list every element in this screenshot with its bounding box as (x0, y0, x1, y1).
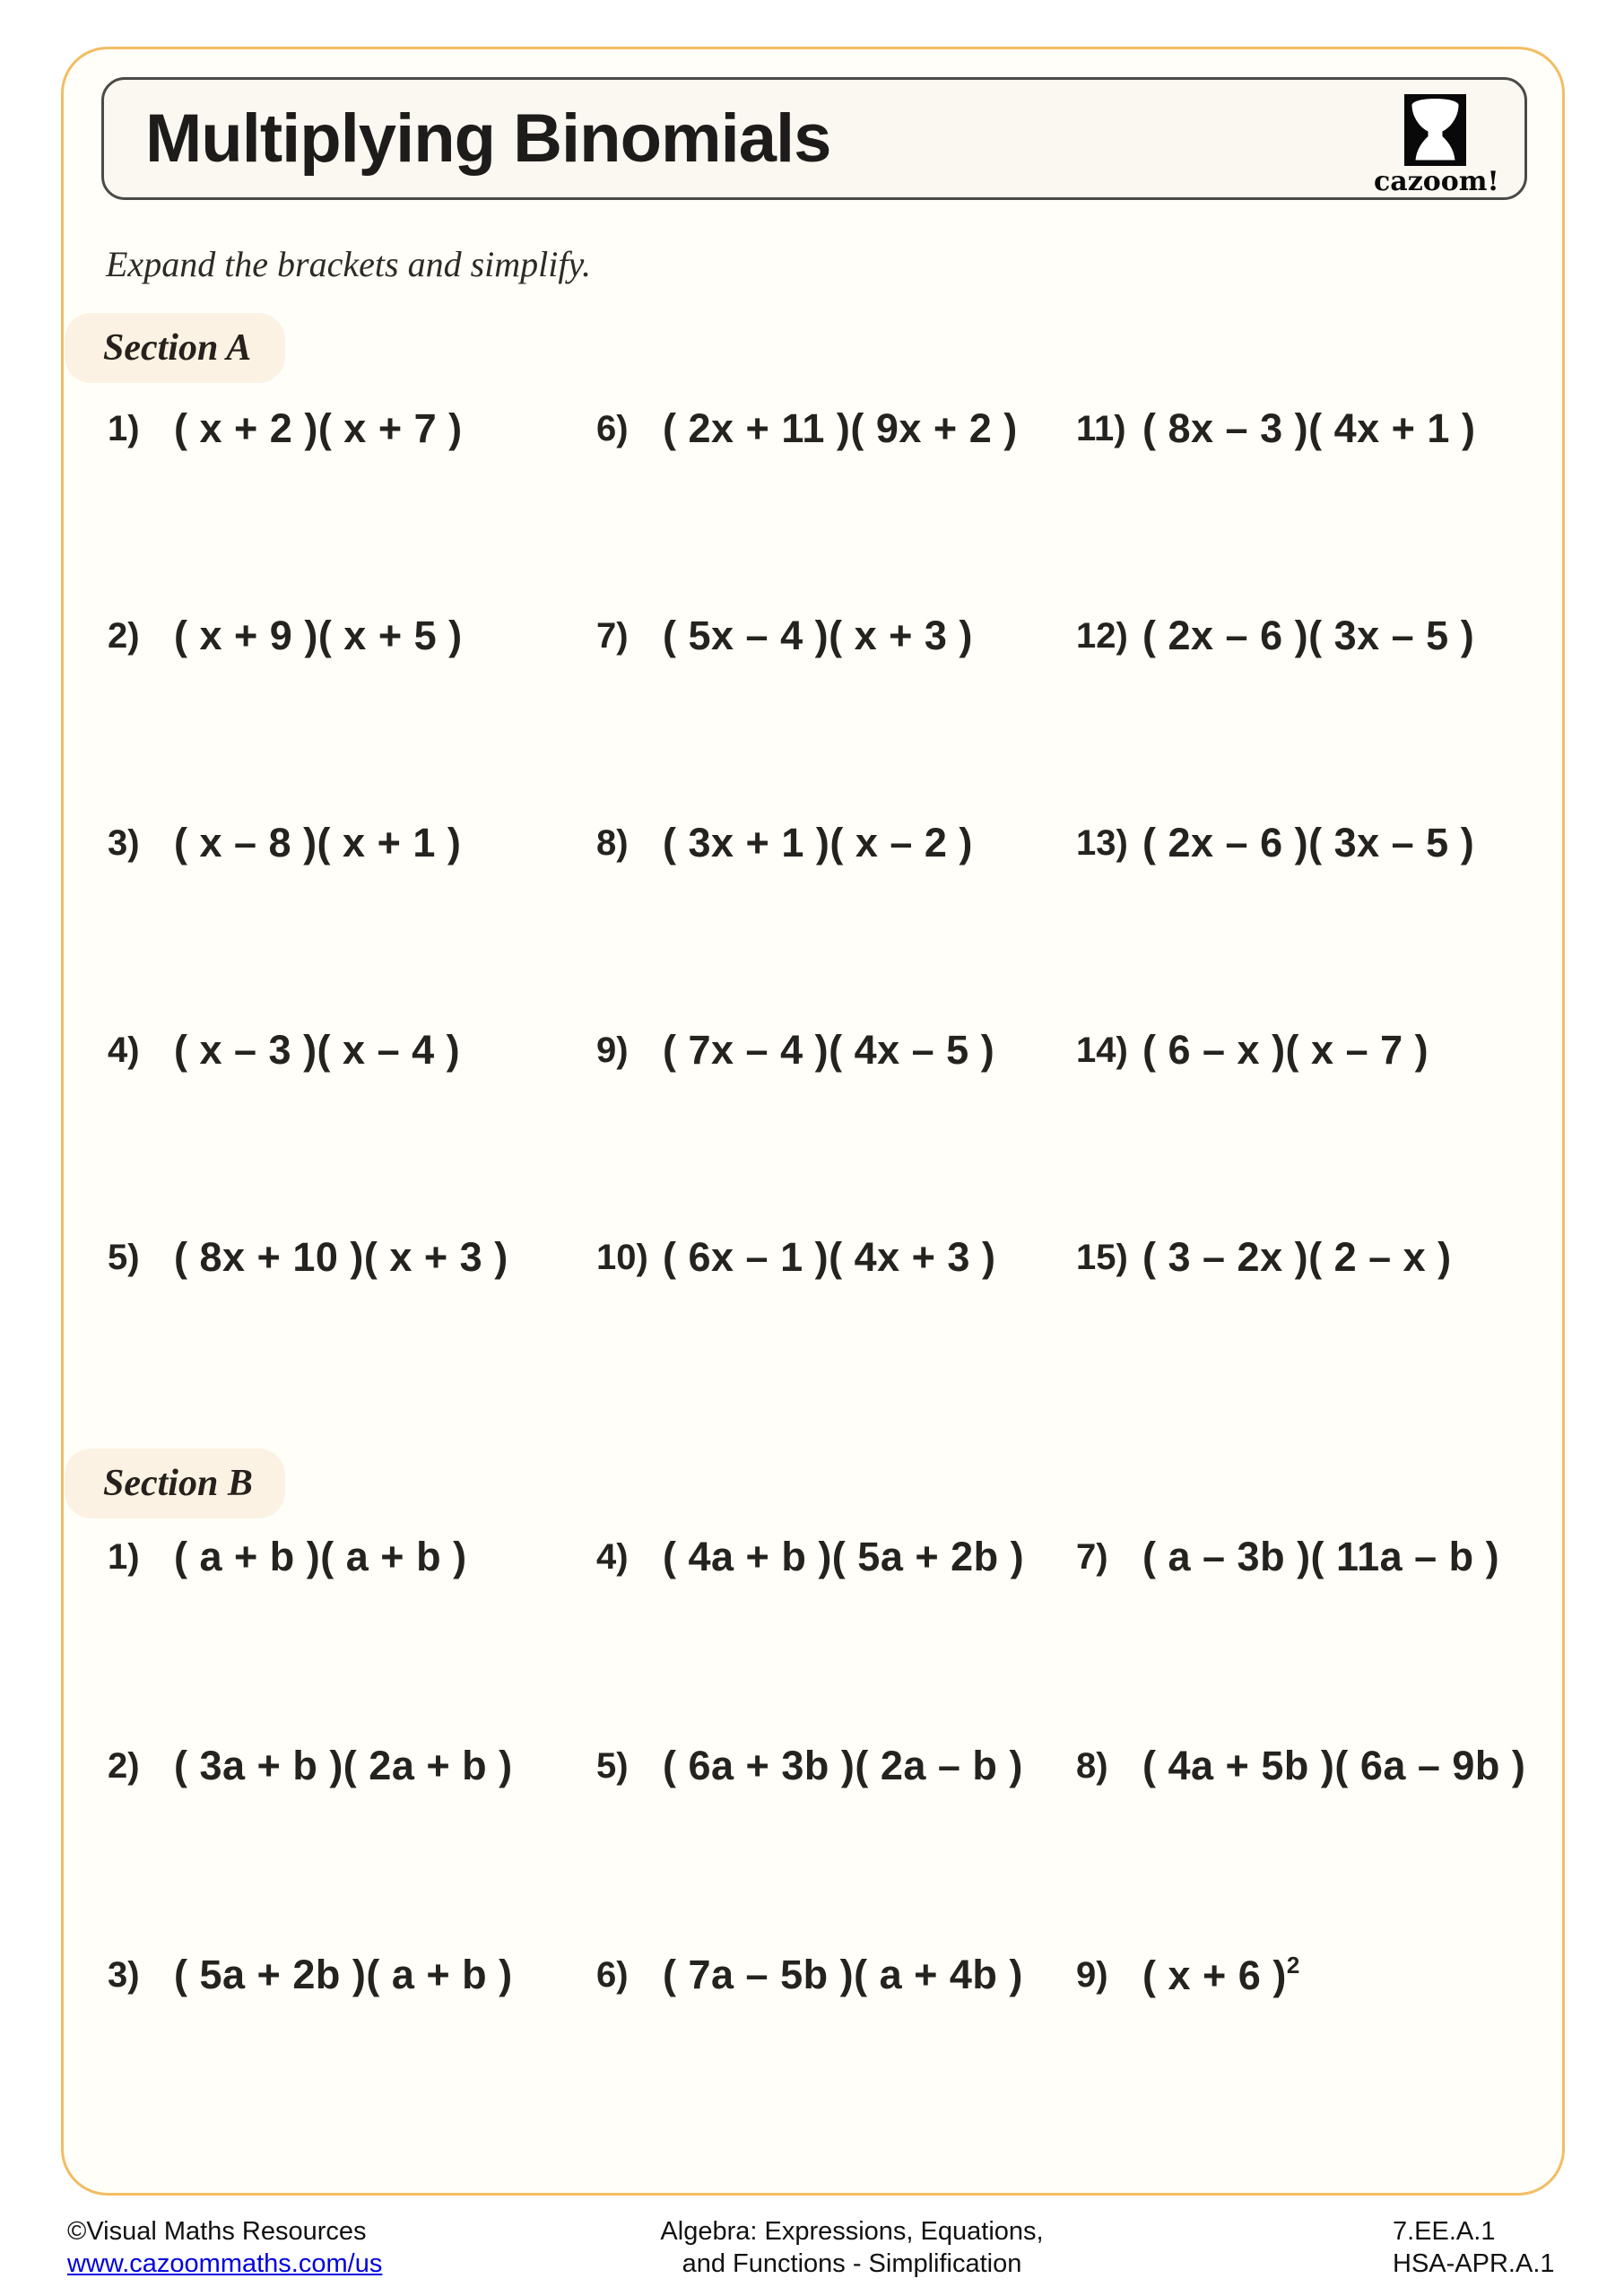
problem-expression: ( 3 – 2x )( 2 – x ) (1142, 1234, 1452, 1280)
exponent: 2 (1286, 1952, 1300, 1979)
problem-b6 (596, 1952, 1076, 2161)
problem-b2 (108, 1743, 596, 1952)
problem-expression: ( 5a + 2b )( a + b ) (174, 1952, 513, 1997)
problem-a10 (596, 1234, 1076, 1441)
problem-expression: ( a – 3b )( 11a – b ) (1142, 1534, 1500, 1579)
section-b-problems (108, 1534, 1542, 2161)
problem-a13 (1076, 820, 1542, 1027)
problem-number: 3) (108, 823, 140, 863)
standard-code-2: HSA-APR.A.1 (1393, 2249, 1555, 2278)
footer-left (67, 2215, 382, 2280)
problem-number: 7) (1076, 1537, 1108, 1577)
footer-standards (1393, 2215, 1555, 2280)
problem-b5 (596, 1743, 1076, 1952)
problem-number: 1) (108, 1537, 140, 1577)
section-a-problems (108, 405, 1542, 1441)
problem-expression: ( 8x – 3 )( 4x + 1 ) (1142, 405, 1476, 451)
djembe-drum-icon (1404, 94, 1466, 166)
problem-number: 4) (596, 1537, 629, 1577)
problem-number: 6) (596, 1955, 629, 1995)
problem-number: 15) (1076, 1238, 1128, 1277)
cazoom-logo (1374, 94, 1499, 197)
problem-a2 (108, 613, 596, 820)
problem-expression: ( 8x + 10 )( x + 3 ) (174, 1234, 508, 1280)
problem-b8 (1076, 1743, 1542, 1952)
problem-expression: ( 2x – 6 )( 3x – 5 ) (1142, 820, 1475, 865)
problem-number: 9) (596, 1031, 629, 1070)
problem-expression: ( 3a + b )( 2a + b ) (174, 1743, 513, 1788)
problem-b4 (596, 1534, 1076, 1743)
problem-b7 (1076, 1534, 1542, 1743)
problem-number: 4) (108, 1031, 140, 1070)
problem-number: 8) (1076, 1746, 1108, 1786)
problem-a11 (1076, 405, 1542, 613)
problem-expression (1142, 1952, 1300, 1999)
page-title: Multiplying Binomials (145, 100, 831, 177)
problem-expression: ( 2x + 11 )( 9x + 2 ) (663, 405, 1018, 451)
problem-a8 (596, 820, 1076, 1027)
standard-code-1: 7.EE.A.1 (1393, 2217, 1496, 2246)
problem-b9 (1076, 1952, 1542, 2161)
problem-number: 13) (1076, 823, 1128, 863)
section-b-header (65, 1448, 285, 1518)
problem-number: 2) (108, 1746, 140, 1786)
section-b-label: Section B (103, 1463, 253, 1504)
problem-number: 10) (596, 1238, 648, 1277)
problem-number: 1) (108, 409, 140, 448)
problem-expression: ( 5x – 4 )( x + 3 ) (663, 613, 973, 658)
problem-a7 (596, 613, 1076, 820)
problem-number: 11) (1076, 409, 1126, 448)
copyright-text: ©Visual Maths Resources (67, 2217, 367, 2246)
problem-a1 (108, 405, 596, 613)
problem-a12 (1076, 613, 1542, 820)
problem-expression: ( 4a + b )( 5a + 2b ) (663, 1534, 1025, 1579)
problem-number: 5) (108, 1238, 140, 1277)
problem-a6 (596, 405, 1076, 613)
problem-a5 (108, 1234, 596, 1441)
website-link[interactable]: www.cazoommaths.com/us (67, 2249, 383, 2278)
problem-a14 (1076, 1027, 1542, 1234)
instruction-text: Expand the brackets and simplify. (106, 244, 592, 284)
topic-line-2: and Functions - Simplification (682, 2249, 1022, 2278)
problem-expression: ( x + 9 )( x + 5 ) (174, 613, 463, 658)
problem-number: 7) (596, 616, 629, 656)
problem-number: 9) (1076, 1955, 1108, 1995)
problem-expression: ( 7x – 4 )( 4x – 5 ) (663, 1027, 995, 1073)
problem-expression: ( x + 2 )( x + 7 ) (174, 405, 463, 451)
problem-expression: ( a + b )( a + b ) (174, 1534, 467, 1579)
problem-a3 (108, 820, 596, 1027)
problem-number: 3) (108, 1955, 140, 1995)
problem-b1 (108, 1534, 596, 1743)
problem-number: 6) (596, 409, 629, 448)
brand-name: cazoom! (1374, 166, 1499, 197)
problem-number: 14) (1076, 1031, 1128, 1070)
problem-expression: ( 6 – x )( x – 7 ) (1142, 1027, 1429, 1073)
section-a-label: Section A (103, 327, 252, 369)
problem-expression: ( x – 8 )( x + 1 ) (174, 820, 462, 865)
section-a-header (65, 313, 285, 383)
problem-a15 (1076, 1234, 1542, 1441)
problem-b3 (108, 1952, 596, 2161)
footer-topic (592, 2215, 1112, 2280)
problem-number: 12) (1076, 616, 1128, 656)
problem-a9 (596, 1027, 1076, 1234)
problem-expression: ( 6a + 3b )( 2a – b ) (663, 1743, 1023, 1788)
problem-expression: ( 7a – 5b )( a + 4b ) (663, 1952, 1023, 1997)
topic-line-1: Algebra: Expressions, Equations, (660, 2217, 1044, 2246)
problem-number: 2) (108, 616, 140, 656)
problem-number: 8) (596, 823, 629, 863)
problem-number: 5) (596, 1746, 629, 1786)
problem-expression: ( x – 3 )( x – 4 ) (174, 1027, 461, 1073)
problem-expression: ( 3x + 1 )( x – 2 ) (663, 820, 973, 865)
problem-expression: ( 2x – 6 )( 3x – 5 ) (1142, 613, 1475, 658)
problem-expression-base: ( x + 6 ) (1142, 1952, 1287, 1998)
problem-expression: ( 6x – 1 )( 4x + 3 ) (663, 1234, 996, 1280)
problem-a4 (108, 1027, 596, 1234)
header (101, 77, 1527, 200)
problem-expression: ( 4a + 5b )( 6a – 9b ) (1142, 1743, 1526, 1788)
